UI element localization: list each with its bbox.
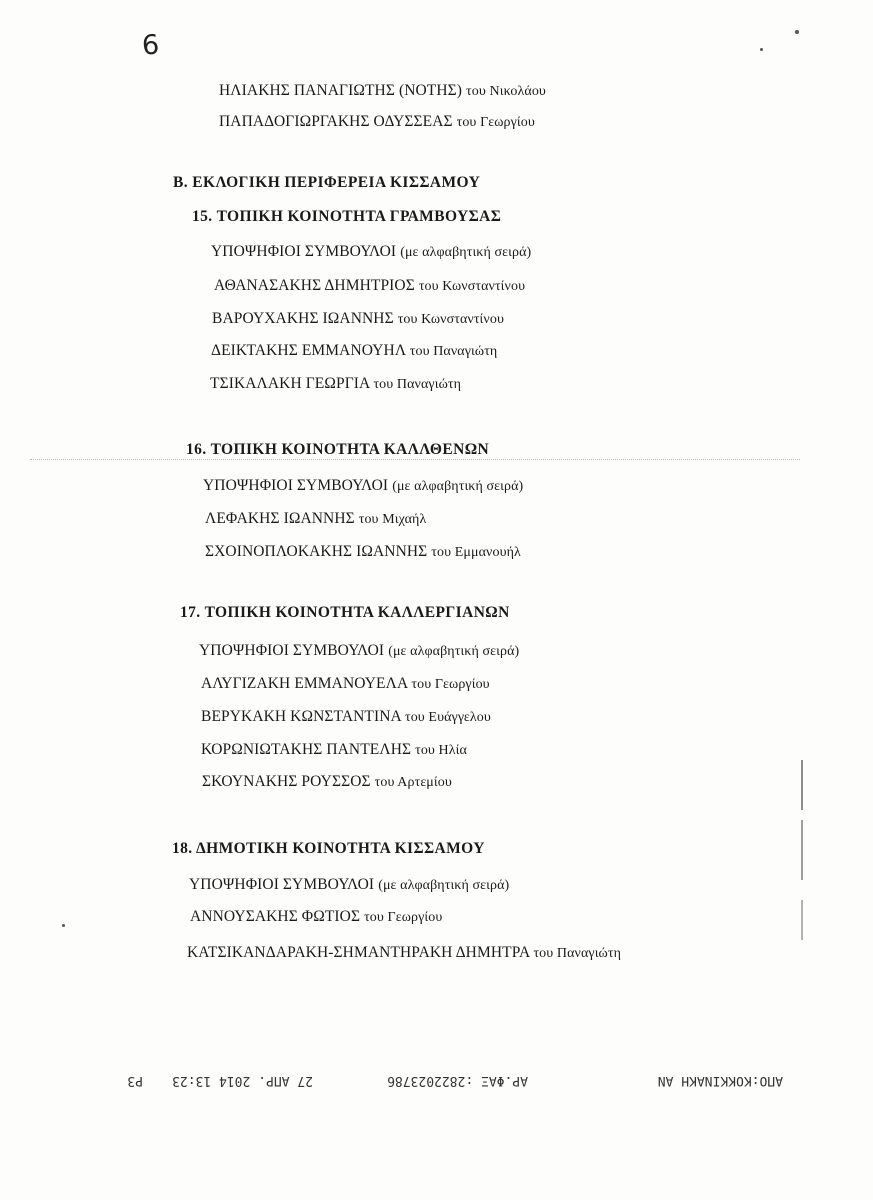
candidate-patronymic: του Αρτεμίου [374,775,452,790]
candidate-line [205,510,426,528]
region-heading: Β. ΕΚΛΟΓΙΚΗ ΠΕΡΙΦΕΡΕΙΑ ΚΙΣΣΑΜΟΥ [173,174,481,191]
subheading-note: (με αλφαβητική σειρά) [392,479,524,494]
candidate-name: ΑΝΝΟΥΣΑΚΗΣ ΦΩΤΙΟΣ [190,908,361,925]
candidate-patronymic: του Εμμανουήλ [431,545,521,560]
section-heading: 15. ΤΟΠΙΚΗ ΚΟΙΝΟΤΗΤΑ ΓΡΑΜΒΟΥΣΑΣ [192,208,502,225]
scan-edge-mark [801,900,803,940]
candidate-name: ΒΑΡΟΥΧΑΚΗΣ ΙΩΑΝΝΗΣ [212,310,394,327]
scan-edge-mark [801,820,803,880]
subheading-main: ΥΠΟΨΗΦΙΟΙ ΣΥΜΒΟΥΛΟΙ [203,477,389,494]
candidate-line [201,741,467,759]
candidate-patronymic: του Ηλία [415,743,467,758]
candidate-name: ΠΑΠΑΔΟΓΙΩΡΓΑΚΗΣ ΟΔΥΣΣΕΑΣ [219,113,453,130]
subheading-note: (με αλφαβητική σειρά) [388,644,520,659]
candidate-patronymic: του Γεωργίου [456,115,535,130]
candidate-patronymic: του Παναγιώτη [373,377,462,392]
candidate-name: ΣΚΟΥΝΑΚΗΣ ΡΟΥΣΣΟΣ [202,773,371,790]
handwritten-page-number: 6 [140,29,161,62]
candidate-patronymic: του Κωνσταντίνου [397,312,504,327]
candidate-line [190,908,442,926]
candidate-line [187,944,621,962]
section-subheading [199,642,519,660]
subheading-main: ΥΠΟΨΗΦΙΟΙ ΣΥΜΒΟΥΛΟΙ [189,876,375,893]
candidate-line [205,543,521,561]
candidate-patronymic: του Μιχαήλ [358,512,427,527]
candidate-line [219,82,546,100]
candidate-name: ΒΕΡΥΚΑΚΗ ΚΩΝΣΤΑΝΤΙΝΑ [201,708,401,725]
section-subheading [203,477,523,495]
candidate-name: ΚΟΡΩΝΙΩΤΑΚΗΣ ΠΑΝΤΕΛΗΣ [201,741,412,758]
fax-number: ΑΡ.ΦΑΞ :2822023786 [387,1073,528,1088]
scan-speck [795,30,799,34]
candidate-patronymic: του Κωνσταντίνου [418,279,526,294]
candidate-name: ΑΘΑΝΑΣΑΚΗΣ ΔΗΜΗΤΡΙΟΣ [214,277,415,294]
section-heading: 18. ΔΗΜΟΤΙΚΗ ΚΟΙΝΟΤΗΤΑ ΚΙΣΣΑΜΟΥ [172,840,485,857]
candidate-name: ΑΛΥΓΙΖΑΚΗ ΕΜΜΑΝΟΥΕΛΑ [201,675,408,692]
candidate-patronymic: του Γεωργίου [364,910,443,925]
candidate-name: ΣΧΟΙΝΟΠΛΟΚΑΚΗΣ ΙΩΑΝΝΗΣ [205,543,428,560]
scan-artifact-line [30,459,800,462]
subheading-note: (με αλφαβητική σειρά) [400,245,532,260]
candidate-name: ΤΣΙΚΑΛΑΚΗ ΓΕΩΡΓΙΑ [210,375,370,392]
fax-sender: ΑΠΟ:ΚΟΚΚΙΝΑΚΗ ΑΝ [657,1073,783,1088]
scan-speck [62,924,65,927]
candidate-patronymic: του Παναγιώτη [533,946,622,961]
candidate-patronymic: του Παναγιώτη [409,344,498,359]
section-heading: 16. ΤΟΠΙΚΗ ΚΟΙΝΟΤΗΤΑ ΚΑΛΛΘΕΝΩΝ [186,441,490,458]
candidate-name: ΗΛΙΑΚΗΣ ΠΑΝΑΓΙΩΤΗΣ (ΝΟΤΗΣ) [219,82,463,99]
scan-speck [760,48,763,51]
section-subheading [211,243,531,261]
candidate-line [212,310,504,328]
subheading-note: (με αλφαβητική σειρά) [378,878,510,893]
candidate-name: ΔΕΙΚΤΑΚΗΣ ΕΜΜΑΝΟΥΗΛ [211,342,406,359]
candidate-patronymic: του Γεωργίου [411,677,490,692]
candidate-patronymic: του Νικολάου [466,84,546,99]
candidate-line [201,708,491,726]
fax-page: Ρ3 [127,1073,143,1088]
subheading-main: ΥΠΟΨΗΦΙΟΙ ΣΥΜΒΟΥΛΟΙ [199,642,385,659]
candidate-line [201,675,490,693]
candidate-line [219,113,535,131]
candidate-line [210,375,461,393]
candidate-line [211,342,497,360]
scan-edge-mark [801,760,803,810]
fax-transmission-line [118,1068,783,1090]
fax-date-time: 27 ΑΠΡ. 2014 13:23 [172,1073,313,1088]
candidate-line [202,773,452,791]
section-heading: 17. ΤΟΠΙΚΗ ΚΟΙΝΟΤΗΤΑ ΚΑΛΛΕΡΓΙΑΝΩΝ [180,604,510,621]
candidate-patronymic: του Ευάγγελου [404,710,491,725]
subheading-main: ΥΠΟΨΗΦΙΟΙ ΣΥΜΒΟΥΛΟΙ [211,243,397,260]
candidate-line [214,277,525,295]
candidate-name: ΛΕΦΑΚΗΣ ΙΩΑΝΝΗΣ [205,510,355,527]
section-subheading [189,876,509,894]
candidate-name: ΚΑΤΣΙΚΑΝΔΑΡΑΚΗ-ΣΗΜΑΝΤΗΡΑΚΗ ΔΗΜΗΤΡΑ [187,944,530,961]
